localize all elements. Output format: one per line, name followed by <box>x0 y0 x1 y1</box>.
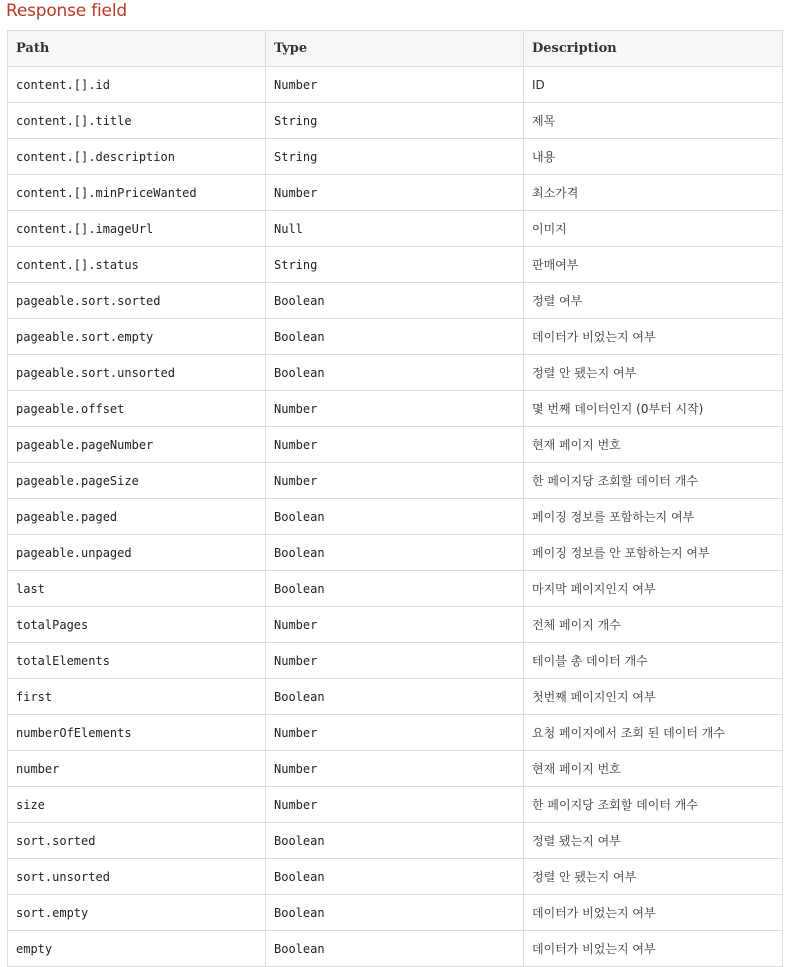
field-description: 첫번째 페이지인지 여부 <box>524 679 783 715</box>
field-path: pageable.pageSize <box>8 463 266 499</box>
field-type: Null <box>266 211 524 247</box>
field-type: Boolean <box>266 355 524 391</box>
column-header-path: Path <box>8 31 266 67</box>
field-path: content.[].description <box>8 139 266 175</box>
field-type: Number <box>266 607 524 643</box>
field-type: Number <box>266 643 524 679</box>
field-description: 한 페이지당 조회할 데이터 개수 <box>524 787 783 823</box>
field-type: Number <box>266 463 524 499</box>
field-type: Number <box>266 175 524 211</box>
field-description: 데이터가 비었는지 여부 <box>524 319 783 355</box>
table-row <box>8 859 783 895</box>
field-path: pageable.paged <box>8 499 266 535</box>
table-row <box>8 571 783 607</box>
field-description: ID <box>524 67 783 103</box>
field-type: Boolean <box>266 823 524 859</box>
field-path: pageable.sort.unsorted <box>8 355 266 391</box>
table-row <box>8 499 783 535</box>
table-header <box>8 31 783 67</box>
field-path: content.[].imageUrl <box>8 211 266 247</box>
field-description: 한 페이지당 조회할 데이터 개수 <box>524 463 783 499</box>
field-path: totalPages <box>8 607 266 643</box>
field-description: 정렬 됐는지 여부 <box>524 823 783 859</box>
table-row <box>8 787 783 823</box>
field-path: totalElements <box>8 643 266 679</box>
field-path: pageable.offset <box>8 391 266 427</box>
field-type: Number <box>266 715 524 751</box>
field-description: 현재 페이지 번호 <box>524 427 783 463</box>
field-description: 현재 페이지 번호 <box>524 751 783 787</box>
field-path: numberOfElements <box>8 715 266 751</box>
field-description: 마지막 페이지인지 여부 <box>524 571 783 607</box>
field-description: 몇 번째 데이터인지 (0부터 시작) <box>524 391 783 427</box>
field-description: 판매여부 <box>524 247 783 283</box>
field-description: 이미지 <box>524 211 783 247</box>
table-row <box>8 607 783 643</box>
table-row <box>8 463 783 499</box>
table-row <box>8 931 783 967</box>
field-path: sort.empty <box>8 895 266 931</box>
field-path: content.[].id <box>8 67 266 103</box>
column-header-description: Description <box>524 31 783 67</box>
field-type: Boolean <box>266 571 524 607</box>
field-type: Boolean <box>266 859 524 895</box>
field-description: 페이징 정보를 포함하는지 여부 <box>524 499 783 535</box>
field-path: empty <box>8 931 266 967</box>
table-row <box>8 355 783 391</box>
field-path: number <box>8 751 266 787</box>
table-row <box>8 643 783 679</box>
field-path: pageable.unpaged <box>8 535 266 571</box>
field-description: 정렬 안 됐는지 여부 <box>524 859 783 895</box>
field-description: 최소가격 <box>524 175 783 211</box>
field-type: Number <box>266 391 524 427</box>
field-path: pageable.sort.sorted <box>8 283 266 319</box>
field-description: 요청 페이지에서 조회 된 데이터 개수 <box>524 715 783 751</box>
table-row <box>8 283 783 319</box>
table-row <box>8 175 783 211</box>
field-path: content.[].title <box>8 103 266 139</box>
table-row <box>8 67 783 103</box>
field-type: Boolean <box>266 895 524 931</box>
field-type: Boolean <box>266 679 524 715</box>
table-row <box>8 391 783 427</box>
table-row <box>8 103 783 139</box>
field-description: 내용 <box>524 139 783 175</box>
field-type: Boolean <box>266 931 524 967</box>
field-type: String <box>266 247 524 283</box>
response-field-table <box>7 30 783 967</box>
field-path: content.[].status <box>8 247 266 283</box>
field-description: 페이징 정보를 안 포함하는지 여부 <box>524 535 783 571</box>
field-type: Boolean <box>266 535 524 571</box>
table-row <box>8 319 783 355</box>
table-row <box>8 751 783 787</box>
field-type: Boolean <box>266 283 524 319</box>
field-path: size <box>8 787 266 823</box>
field-description: 전체 페이지 개수 <box>524 607 783 643</box>
section-title: Response field <box>6 1 127 21</box>
table-header-row <box>8 31 783 67</box>
table-body <box>8 67 783 967</box>
field-type: Boolean <box>266 319 524 355</box>
field-description: 테이블 총 데이터 개수 <box>524 643 783 679</box>
field-type: Boolean <box>266 499 524 535</box>
field-type: String <box>266 139 524 175</box>
field-path: first <box>8 679 266 715</box>
table-row <box>8 679 783 715</box>
field-type: String <box>266 103 524 139</box>
field-type: Number <box>266 427 524 463</box>
field-path: content.[].minPriceWanted <box>8 175 266 211</box>
field-description: 데이터가 비었는지 여부 <box>524 895 783 931</box>
table-row <box>8 427 783 463</box>
field-path: last <box>8 571 266 607</box>
field-path: sort.sorted <box>8 823 266 859</box>
field-path: pageable.sort.empty <box>8 319 266 355</box>
field-description: 제목 <box>524 103 783 139</box>
field-description: 데이터가 비었는지 여부 <box>524 931 783 967</box>
table-row <box>8 211 783 247</box>
field-description: 정렬 안 됐는지 여부 <box>524 355 783 391</box>
field-path: sort.unsorted <box>8 859 266 895</box>
field-type: Number <box>266 67 524 103</box>
table-row <box>8 715 783 751</box>
field-path: pageable.pageNumber <box>8 427 266 463</box>
table-row <box>8 139 783 175</box>
field-description: 정렬 여부 <box>524 283 783 319</box>
table-row <box>8 895 783 931</box>
field-type: Number <box>266 787 524 823</box>
table-row <box>8 823 783 859</box>
table-row <box>8 535 783 571</box>
table-row <box>8 247 783 283</box>
column-header-type: Type <box>266 31 524 67</box>
field-type: Number <box>266 751 524 787</box>
